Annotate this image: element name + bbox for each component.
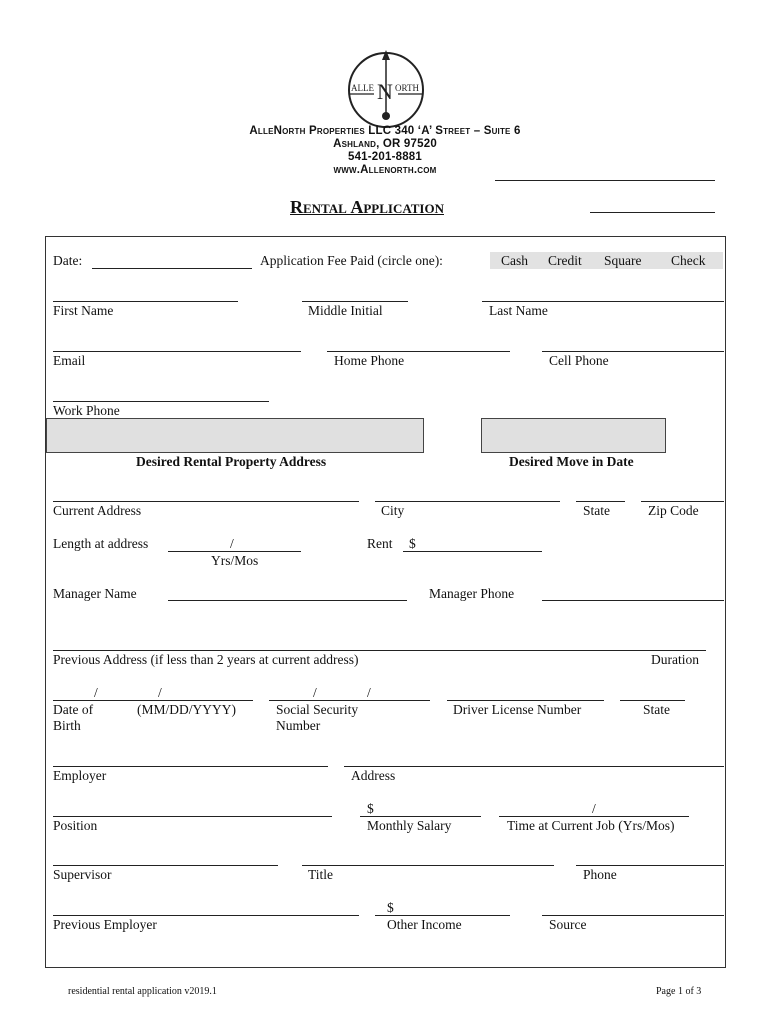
logo-left-text: ALLE <box>351 83 374 93</box>
other-income-dollar: $ <box>387 900 394 915</box>
page-title: Rental Application <box>290 197 444 217</box>
other-income-label: Other Income <box>387 917 462 932</box>
pay-option-check[interactable]: Check <box>671 253 706 268</box>
city-label: City <box>381 503 405 518</box>
previous-address-label: Previous Address (if less than 2 years at current address) <box>53 652 359 667</box>
dob-format-label: (MM/DD/YYYY) <box>137 702 236 717</box>
length-slash: / <box>230 536 234 551</box>
logo-center-letter: N <box>377 79 393 104</box>
ssn-field[interactable] <box>269 700 430 701</box>
monthly-salary-label: Monthly Salary <box>367 818 452 833</box>
income-source-field[interactable] <box>542 915 724 916</box>
date-field[interactable] <box>92 268 252 269</box>
current-address-label: Current Address <box>53 503 142 518</box>
employer-label: Employer <box>53 768 107 783</box>
driver-license-field[interactable] <box>447 700 604 701</box>
supervisor-phone-label: Phone <box>583 867 617 882</box>
rent-dollar: $ <box>409 536 416 551</box>
logo-right-text: ORTH <box>395 83 419 93</box>
title-blank-line[interactable] <box>590 212 715 213</box>
length-at-address-field[interactable] <box>168 551 301 552</box>
fee-label: Application Fee Paid (circle one): <box>260 253 443 268</box>
dob-field[interactable] <box>53 700 253 701</box>
cell-phone-field[interactable] <box>542 351 724 352</box>
duration-label: Duration <box>651 652 699 667</box>
home-phone-field[interactable] <box>327 351 510 352</box>
email-label: Email <box>53 353 86 368</box>
header-city-line: Ashland, OR 97520 <box>333 138 437 150</box>
header-company-line: AlleNorth Properties LLC 340 ‘A’ Street – Suite 6 <box>249 125 521 137</box>
pay-option-square[interactable]: Square <box>604 253 642 268</box>
time-at-job-field[interactable] <box>499 816 689 817</box>
email-field[interactable] <box>53 351 301 352</box>
header-website-line: www.Allenorth.com <box>333 164 437 176</box>
zip-field[interactable] <box>641 501 724 502</box>
job-time-slash: / <box>592 801 596 816</box>
previous-employer-label: Previous Employer <box>53 917 157 932</box>
rent-field[interactable] <box>403 551 542 552</box>
header-phone-line: 541-201-8881 <box>347 151 423 163</box>
header-blank-line[interactable] <box>495 180 715 181</box>
employer-field[interactable] <box>53 766 328 767</box>
state-field[interactable] <box>576 501 625 502</box>
dl-state-label: State <box>643 702 670 717</box>
footer-page-number: Page 1 of 3 <box>656 986 702 997</box>
cell-phone-label: Cell Phone <box>549 353 609 368</box>
manager-name-field[interactable] <box>168 600 407 601</box>
pay-option-cash[interactable]: Cash <box>501 253 528 268</box>
date-label: Date: <box>53 253 83 268</box>
state-label: State <box>583 503 610 518</box>
desired-move-label: Desired Move in Date <box>509 454 634 469</box>
supervisor-title-label: Title <box>308 867 334 882</box>
work-phone-label: Work Phone <box>53 403 120 418</box>
previous-employer-field[interactable] <box>53 915 359 916</box>
current-address-field[interactable] <box>53 501 359 502</box>
middle-initial-label: Middle Initial <box>308 303 383 318</box>
income-source-label: Source <box>549 917 587 932</box>
previous-address-field[interactable] <box>53 650 706 651</box>
ssn-number-label: Number <box>276 718 321 733</box>
last-name-label: Last Name <box>489 303 548 318</box>
manager-phone-label: Manager Phone <box>429 586 515 601</box>
dob-slash-2: / <box>158 685 162 700</box>
rent-label: Rent <box>367 536 393 551</box>
dl-state-field[interactable] <box>620 700 685 701</box>
supervisor-label: Supervisor <box>53 867 112 882</box>
salary-dollar: $ <box>367 801 374 816</box>
company-logo <box>346 50 426 130</box>
yrs-mos-label: Yrs/Mos <box>211 553 259 568</box>
dob-slash-1: / <box>94 685 98 700</box>
desired-address-label: Desired Rental Property Address <box>136 454 327 469</box>
position-label: Position <box>53 818 98 833</box>
compass-logo-icon <box>346 50 426 130</box>
supervisor-phone-field[interactable] <box>576 865 724 866</box>
first-name-label: First Name <box>53 303 114 318</box>
desired-address-box[interactable] <box>46 418 424 453</box>
manager-name-label: Manager Name <box>53 586 137 601</box>
ssn-slash-2: / <box>367 685 371 700</box>
driver-license-label: Driver License Number <box>453 702 582 717</box>
position-field[interactable] <box>53 816 332 817</box>
social-security-label: Social Security <box>276 702 359 717</box>
form-border <box>45 236 726 968</box>
supervisor-field[interactable] <box>53 865 278 866</box>
supervisor-title-field[interactable] <box>302 865 554 866</box>
birth-label: Birth <box>53 718 81 733</box>
city-field[interactable] <box>375 501 560 502</box>
monthly-salary-field[interactable] <box>360 816 481 817</box>
manager-phone-field[interactable] <box>542 600 724 601</box>
work-phone-field[interactable] <box>53 401 269 402</box>
other-income-field[interactable] <box>375 915 510 916</box>
desired-move-date-box[interactable] <box>481 418 666 453</box>
time-at-job-label: Time at Current Job (Yrs/Mos) <box>507 818 675 833</box>
ssn-slash-1: / <box>313 685 317 700</box>
zip-label: Zip Code <box>648 503 699 518</box>
footer-version: residential rental application v2019.1 <box>68 986 217 997</box>
first-name-field[interactable] <box>53 301 238 302</box>
last-name-field[interactable] <box>482 301 724 302</box>
employer-address-field[interactable] <box>344 766 724 767</box>
middle-initial-field[interactable] <box>302 301 408 302</box>
home-phone-label: Home Phone <box>334 353 405 368</box>
pay-option-credit[interactable]: Credit <box>548 253 582 268</box>
employer-address-label: Address <box>351 768 396 783</box>
length-at-address-label: Length at address <box>53 536 149 551</box>
date-of-label: Date of <box>53 702 94 717</box>
